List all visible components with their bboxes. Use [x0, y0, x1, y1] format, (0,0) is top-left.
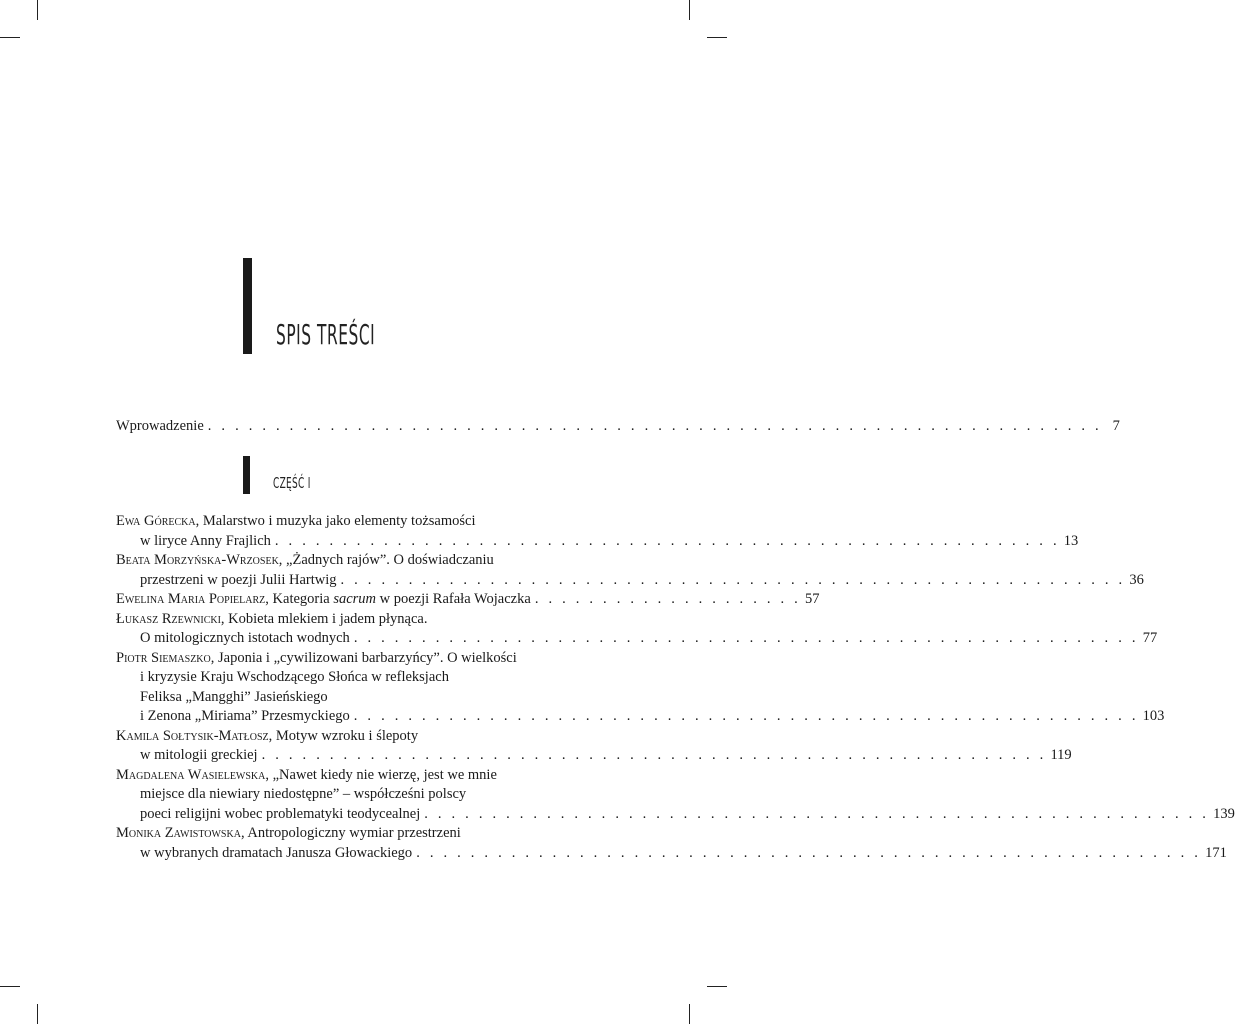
- entry-title-cont: w mitologii greckiej: [140, 747, 258, 763]
- entry-page: 36: [1129, 571, 1144, 588]
- toc-entry: [116, 551, 1144, 590]
- entry-title: , Malarstwo i muzyka jako elementy tożsamości: [195, 513, 476, 529]
- entry-heading: [116, 766, 497, 786]
- intro-title: Wprowadzenie: [116, 418, 204, 434]
- entry-heading: [116, 610, 427, 630]
- entry-page: 13: [1063, 532, 1079, 549]
- entry-line: [116, 746, 1072, 766]
- crop-mark-bottom-left: [37, 1004, 38, 1024]
- entry-line: [116, 571, 1144, 591]
- entry-heading: [116, 824, 461, 844]
- entry-line: [116, 766, 611, 786]
- entry-line: [116, 824, 611, 844]
- crop-mark-top-left: [37, 0, 38, 20]
- heading-bar: [243, 258, 252, 354]
- entry-line: [116, 707, 1165, 727]
- toc-entry: [116, 512, 1079, 551]
- intro-page: 7: [1112, 418, 1120, 434]
- part-title: CZĘŚĆ I: [273, 474, 311, 492]
- entry-author: Ewelina Maria Popielarz: [116, 591, 266, 607]
- toc-entry: [116, 649, 1165, 727]
- entry-title-cont: miejsce dla niewiary niedostępne” – współcześni polscy: [140, 786, 467, 802]
- entry-line: [116, 688, 611, 708]
- entry-line: [116, 805, 1235, 825]
- entry-heading: [116, 512, 475, 532]
- entry-title: , Motyw wzroku i ślepoty: [268, 727, 419, 744]
- entry-title-cont: w liryce Anny Frajlich: [140, 532, 271, 549]
- entry-title-cont: w wybranych dramatach Janusza Głowackiego: [140, 844, 413, 861]
- crop-mark-top-right: [689, 0, 690, 20]
- entry-title: , Kategoria: [265, 591, 334, 607]
- leader-dots: . . . . . . . . . . . . . . . . . . . . . . . . . . . . . . . . . . . . . . . . . . . . . . . . . . . . . . . . . .: [353, 708, 1139, 724]
- entry-title: , Japonia i „cywilizowani barbarzyńcy”. O wielkości: [210, 649, 517, 666]
- entry-author: Łukasz Rzewnicki: [116, 610, 221, 627]
- toc-entry: [116, 766, 1235, 825]
- entry-line: [116, 649, 611, 669]
- entry-line: [116, 532, 1079, 552]
- entry-title-cont: Feliksa „Mangghi” Jasieńskiego: [140, 688, 328, 705]
- entry-line: [116, 785, 611, 805]
- entry-page: 119: [1050, 747, 1072, 763]
- crop-mark-bottom-right-h: [707, 986, 727, 987]
- leader-dots: . . . . . . . . . . . . . . . . . . . . . . . . . . . . . . . . . . . . . . . . . . . . . . . . . . . . . . . . . .: [416, 844, 1202, 861]
- entry-heading: [116, 727, 418, 747]
- entry-title: , „Nawet kiedy nie wierzę, jest we mnie: [265, 766, 497, 783]
- entry-heading: [116, 649, 517, 669]
- entry-line: [116, 590, 820, 610]
- leader-dots: . . . . . . . . . . . . . . . . . . . . . . . . . . . . . . . . . . . . . . . . . . . . . . . . . . . . . . . . . .: [353, 630, 1139, 646]
- entry-line: [116, 629, 1158, 649]
- crop-mark-top-left-h: [0, 37, 20, 38]
- entry-page: 171: [1205, 844, 1227, 861]
- entry-page: 77: [1142, 630, 1158, 646]
- entry-page: 57: [805, 591, 820, 607]
- leader-dots: . . . . . . . . . . . . . . . . . . . . . . . . . . . . . . . . . . . . . . . . . . . . . . . . . . . . . . . . . .: [274, 532, 1060, 549]
- entry-title-cont: przestrzeni w poezji Julii Hartwig: [140, 571, 337, 588]
- entry-title-italic: sacrum: [333, 591, 377, 607]
- entry-title-cont: O mitologicznych istotach wodnych: [140, 630, 350, 646]
- entry-title-rest: w poezji Rafała Wojaczka: [376, 591, 531, 607]
- toc-entry: [116, 590, 820, 610]
- entry-title: , Kobieta mlekiem i jadem płynąca.: [220, 610, 428, 627]
- crop-mark-bottom-left-h: [0, 986, 20, 987]
- crop-mark-top-right-h: [707, 37, 727, 38]
- entry-line: [116, 551, 611, 571]
- part-bar: [243, 456, 250, 494]
- entry-title: , „Żadnych rajów”. O doświadczaniu: [278, 552, 494, 568]
- entry-title: , Antropologiczny wymiar przestrzeni: [240, 825, 461, 841]
- leader-dots: . . . . . . . . . . . . . . . . . . . . . . . . . . . . . . . . . . . . . . . . . . . . . . . . . . . . . . . . . .: [340, 571, 1126, 588]
- toc-entry: [116, 824, 1227, 863]
- entry-author: Piotr Siemaszko: [116, 649, 211, 666]
- leader-dots: . . . . . . . . . . . . . . . . . . . . . . . . . . . . . . . . . . . . . . . . . . . . . . . . . . . . . . . . . . . . . . . . . .: [207, 418, 1102, 434]
- crop-mark-bottom-right: [689, 1004, 690, 1024]
- entry-author: Monika Zawistowska: [116, 825, 241, 841]
- leader-dots: . . . . . . . . . . . . . . . . . . . . . . . . . . . . . . . . . . . . . . . . . . . . . . . . . . . . . . . . . .: [424, 805, 1210, 822]
- toc-intro: [116, 417, 1120, 437]
- toc-line: [116, 417, 1120, 437]
- entry-line: [116, 844, 1227, 864]
- leader-dots: . . . . . . . . . . . . . . . . . . . .: [534, 591, 801, 607]
- entry-author: Beata Morzyńska-Wrzosek: [116, 552, 279, 568]
- toc-list: [116, 512, 1235, 863]
- entry-page: 139: [1213, 805, 1235, 822]
- toc-entry: [116, 727, 1072, 766]
- entry-line: [116, 668, 611, 688]
- entry-heading: [116, 590, 531, 610]
- entry-line: [116, 727, 611, 747]
- entry-page: 103: [1142, 708, 1165, 724]
- entry-author: Kamila Sołtysik-Matłosz: [116, 727, 269, 744]
- toc-entry: [116, 610, 1158, 649]
- entry-line: [116, 512, 611, 532]
- entry-title-cont: i Zenona „Miriama” Przesmyckiego: [140, 708, 350, 724]
- entry-title-cont: poeci religijni wobec problematyki teodycealnej: [140, 805, 421, 822]
- page-title: SPIS TREŚCI: [276, 318, 376, 351]
- entry-title-cont: i kryzysie Kraju Wschodzącego Słońca w refleksjach: [140, 669, 449, 685]
- leader-dots: . . . . . . . . . . . . . . . . . . . . . . . . . . . . . . . . . . . . . . . . . . . . . . . . . . . . . . . . . .: [261, 747, 1047, 763]
- entry-author: Ewa Górecka: [116, 513, 196, 529]
- entry-line: [116, 610, 611, 630]
- entry-heading: [116, 551, 494, 571]
- entry-author: Magdalena Wasielewska: [116, 766, 266, 783]
